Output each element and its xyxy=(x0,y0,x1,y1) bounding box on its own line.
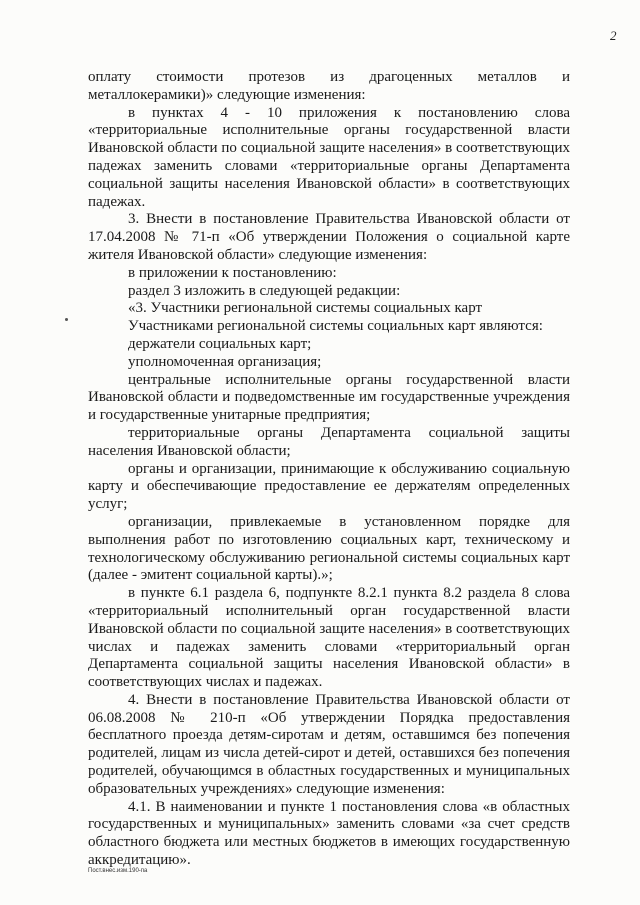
paragraph-10: центральные исполнительные органы государственной власти Ивановской области и подведомственные им государственные учреждения и государственные унитарные предприятия; xyxy=(88,371,570,424)
paragraph-4: в приложении к постановлению: xyxy=(128,264,337,281)
page-number: 2 xyxy=(610,28,617,43)
paragraph-11: территориальные органы Департамента социальной защиты населения Ивановской области; xyxy=(88,424,570,459)
paragraph-14: в пункте 6.1 раздела 6, подпункте 8.2.1 пункта 8.2 раздела 8 слова «территориальный исполнительный орган государственной власти Ивановской области по социальной защите населения» в соответствующих числах и падежах заменить словами «территориальный орган Департамента социальной защиты населения Ивановской области» в соответствующих числах и падежах. xyxy=(88,585,570,691)
document-body xyxy=(88,69,570,870)
paragraph-2: в пунктах 4 - 10 приложения к постановлению слова «территориальные исполнительные органы государственной власти Ивановской области по социальной защите населения» в соответствующих падежах заменить словами «территориальные органы Департамента социальной защиты населения Ивановской области» в соответствующих падежах. xyxy=(88,104,570,210)
paragraph-8: держатели социальных карт; xyxy=(128,335,312,352)
paragraph-6: «3. Участники региональной системы социальных карт xyxy=(128,300,483,317)
paragraph-1: оплату стоимости протезов из драгоценных металлов и металлокерамики)» следующие изменения: xyxy=(88,69,570,103)
paragraph-7: Участниками региональной системы социальных карт являются: xyxy=(128,318,543,335)
paragraph-13: организации, привлекаемые в установленном порядке для выполнения работ по изготовлению социальных карт, техническому и технологическому обслуживанию региональной системы социальных карт (далее - эмитент социальной карты).»; xyxy=(88,513,570,584)
paragraph-16: 4.1. В наименовании и пункте 1 постановления слова «в областных государственных и муниципальных» заменить словами «за счет средств областного бюджета или местных бюджетов в имеющих государственную аккредитацию». xyxy=(88,798,570,869)
paragraph-12: органы и организации, принимающие к обслуживанию социальную карту и обеспечивающие предоставление ее держателям определенных услуг; xyxy=(88,460,570,513)
paragraph-3: 3. Внести в постановление Правительства Ивановской области от 17.04.2008 № 71-п «Об утверждении Положения о социальной карте жителя Ивановской области» следующие изменения: xyxy=(88,211,570,263)
footer-code: Пост.внес.изм.190-па xyxy=(88,868,148,874)
paragraph-5: раздел 3 изложить в следующей редакции: xyxy=(128,282,401,299)
paragraph-15: 4. Внести в постановление Правительства Ивановской области от 06.08.2008 № 210-п «Об утверждении Порядка предоставления бесплатного проезда детям-сиротам и детям, оставшимся без попечения родителей, лицам из числа детей-сирот и детей, оставшихся без попечения родителей, обучающимся в областных государственных и муниципальных образовательных учреждениях» следующие изменения: xyxy=(88,691,570,797)
paragraph-9: уполномоченная организация; xyxy=(128,353,322,370)
margin-dot xyxy=(65,318,68,321)
